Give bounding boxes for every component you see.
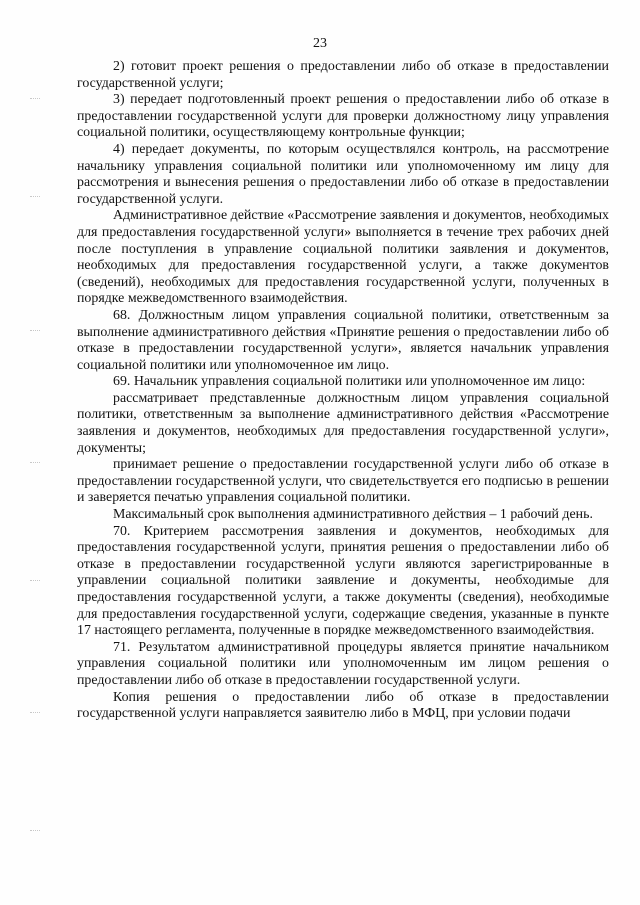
margin-mark: [30, 98, 40, 100]
paragraph: принимает решение о предоставлении государственной услуги либо об отказе в предоставлении государственной услуги, что свидетельствуется его подписью в решении и заверяется печатью управления социальной политики.: [77, 457, 609, 506]
margin-mark: [30, 330, 40, 332]
margin-mark: [30, 196, 40, 198]
page-number: 23: [313, 36, 327, 51]
document-body: [77, 59, 609, 723]
paragraph: 71. Результатом административной процедуры является принятие начальником управления социальной политики или уполномоченным им лицом решения о предоставлении либо об отказе в предоставлении государственной услуги.: [77, 639, 609, 688]
paragraph: 3) передает подготовленный проект решения о предоставлении либо об отказе в предоставлении государственной услуги для проверки должностному лицу управления социальной политики, осуществляющему контрольные функции;: [77, 92, 609, 141]
margin-mark: [30, 712, 40, 714]
paragraph: Административное действие «Рассмотрение заявления и документов, необходимых для предоставления государственной услуги» выполняется в течение трех рабочих дней после поступления в управление социальной политики заявления и документов, необходимых для предоставления государственной услуги, а также документов (сведений), необходимых для предоставления государственной услуги, полученных в порядке межведомственного взаимодействия.: [77, 208, 609, 307]
paragraph: 2) готовит проект решения о предоставлении либо об отказе в предоставлении государственной услуги;: [77, 59, 609, 91]
paragraph: 69. Начальник управления социальной политики или уполномоченное им лицо:: [113, 374, 586, 390]
paragraph: 70. Критерием рассмотрения заявления и документов, необходимых для предоставления государственной услуги, принятия решения о предоставлении либо об отказе в предоставлении государственной услуги являются зарегистрированные в управлении социальной политики заявление и документы, необходимые для предоставления государственной услуги, а также документы (сведения), необходимые для предоставления государственной услуги, содержащие сведения, указанные в пункте 17 настоящего регламента, полученные в порядке межведомственного взаимодействия.: [77, 523, 609, 639]
margin-mark: [30, 462, 40, 464]
paragraph: 4) передает документы, по которым осуществлялся контроль, на рассмотрение начальнику управления социальной политики или уполномоченному им лицу для рассмотрения и вынесения решения о предоставлении либо об отказе в предоставлении государственной услуги.: [77, 141, 609, 207]
paragraph: рассматривает представленные должностным лицом управления социальной политики, ответственным за выполнение административного действия «Рассмотрение заявления и документов, необходимых для предоставления государственной услуги», документы;: [77, 390, 609, 456]
margin-mark: [30, 580, 40, 582]
margin-mark: [30, 830, 40, 832]
paragraph: Копия решения о предоставлении либо об отказе в предоставлении государственной услуги направляется заявителю либо в МФЦ, при условии подачи: [77, 689, 609, 722]
paragraph: 68. Должностным лицом управления социальной политики, ответственным за выполнение административного действия «Принятие решения о предоставлении либо об отказе в предоставлении государственной услуги», является начальник управления социальной политики или уполномоченное им лицо.: [77, 307, 609, 373]
paragraph: Максимальный срок выполнения административного действия – 1 рабочий день.: [113, 507, 593, 523]
